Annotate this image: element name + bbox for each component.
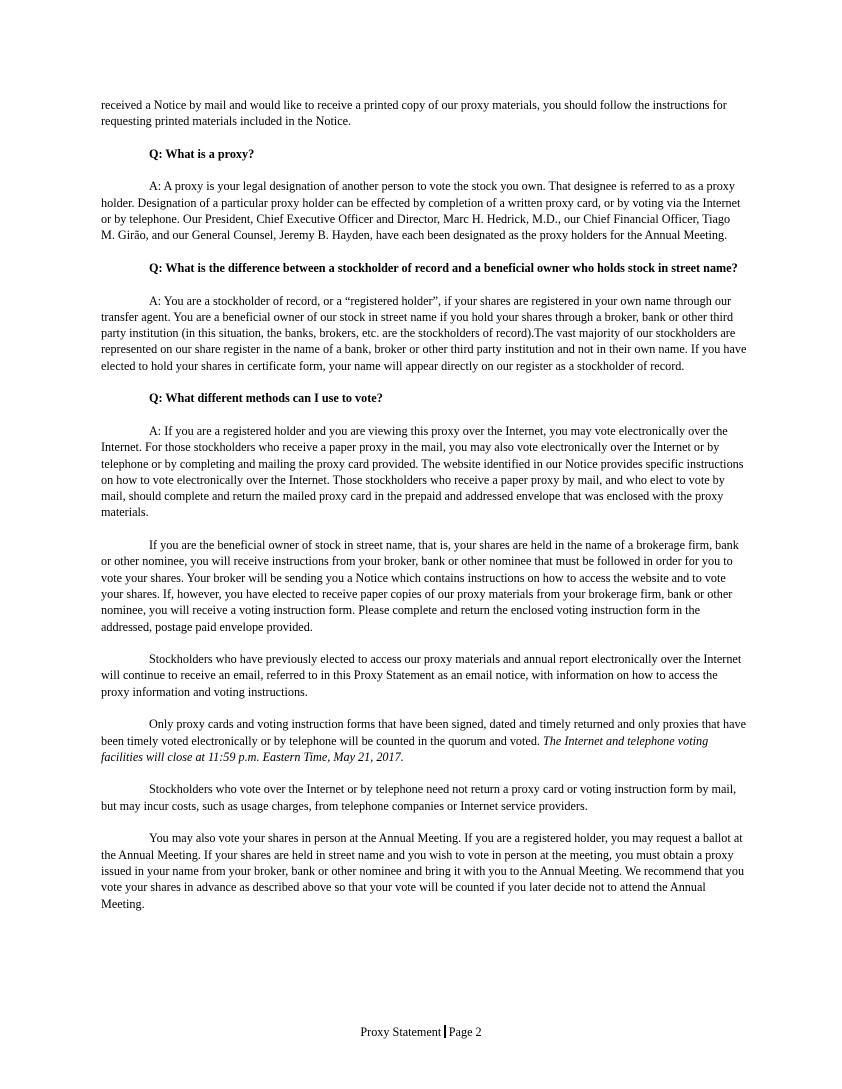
paragraph-vote-in-person: You may also vote your shares in person at the Annual Meeting. If you are a registered holder, you may request a ballot at the Annual Meeting. If your shares are held in street name and you wish to vote in person at the meeting, you must obtain a proxy issued in your name from your broker, bank or other nominee and bring it with you to the Annual Meeting. We recommend that you vote your shares in advance as described above so that your vote will be counted if you later decide not to attend the Annual Meeting. [101,831,745,911]
question-record-vs-beneficial: Q: What is the difference between a stockholder of record and a beneficial owner who holds stock in street name? [149,260,738,275]
paragraph-beneficial-owner: If you are the beneficial owner of stock in street name, that is, your shares are held in the name of a brokerage firm, bank or other nominee, you will receive instructions from your broker, bank or other nominee that must be followed in order for you to vote your shares. Your broker will be sending you a Notice which contains instructions on how to access the website and to vote your shares. If, however, you have elected to receive paper copies of our proxy materials from your brokerage firm, bank or other nominee, you will receive a voting instruction form. Please complete and return the enclosed voting instruction form in the addressed, postage paid envelope provided. [101,538,739,634]
footer-document-title: Proxy Statement [360,1025,442,1039]
voting-deadline-notice: The Internet and telephone voting facilities will close at 11:59 p.m. Eastern Time, May 21, 2017. [101,733,709,764]
footer-separator [444,1025,446,1038]
answer-voting-methods: A: If you are a registered holder and you are viewing this proxy over the Internet, you may vote electronically over the Internet. For those stockholders who receive a paper proxy in the mail, you may also vote electronically over the Internet or by telephone or by completing and mailing the proxy card provided. The website identified in our Notice provides specific instructions on how to vote electronically over the Internet. Those stockholders who receive a paper proxy by mail, and who elect to vote by mail, should complete and return the mailed proxy card in the prepaid and addressed envelope that was enclosed with the proxy materials. [101,423,744,520]
footer-page-number: Page 2 [448,1025,482,1039]
paragraph-costs: Stockholders who vote over the Internet or by telephone need not return a proxy card or voting instruction form by mail, but may incur costs, such as usage charges, from telephone companies or Internet service providers. [101,782,737,813]
paragraph-continuation: received a Notice by mail and would like to receive a printed copy of our proxy materials, you should follow the instructions for requesting printed materials included in the Notice. [101,98,727,129]
question-what-is-proxy: Q: What is a proxy? [149,146,255,161]
quorum-text: Only proxy cards and voting instruction forms that have been signed, dated and timely returned and only proxies that have been timely voted electronically or by telephone will be counted in the quorum and voted. [101,717,747,748]
document-body [101,97,747,928]
answer-record-vs-beneficial: A: You are a stockholder of record, or a “registered holder”, if your shares are registered in your own name through our transfer agent. You are a beneficial owner of our stock in street name if you hold your shares through a broker, bank or other third party institution (in this situation, the banks, brokers, etc. are the stockholders of record).The vast majority of our stockholders are represented on our share register in the name of a bank, broker or other third party institution and not in their own name. If you have elected to hold your shares in certificate form, your name will appear directly on our register as a stockholder of record. [101,293,747,373]
page-footer [0,1024,842,1040]
answer-what-is-proxy: A: A proxy is your legal designation of another person to vote the stock you own. That designee is referred to as a proxy holder. Designation of a particular proxy holder can be effected by completion of a written proxy card, or by voting via the Internet or by telephone. Our President, Chief Executive Officer and Director, Marc H. Hedrick, M.D., our Chief Financial Officer, Tiago M. Girão, and our General Counsel, Jeremy B. Hayden, have each been designated as the proxy holders for the Annual Meeting. [101,179,741,243]
question-voting-methods: Q: What different methods can I use to vote? [149,391,383,406]
paragraph-email-notice: Stockholders who have previously elected to access our proxy materials and annual report electronically over the Internet will continue to receive an email, referred to in this Proxy Statement as an email notice, with information on how to access the proxy information and voting instructions. [101,652,742,699]
paragraph-quorum [101,716,747,765]
